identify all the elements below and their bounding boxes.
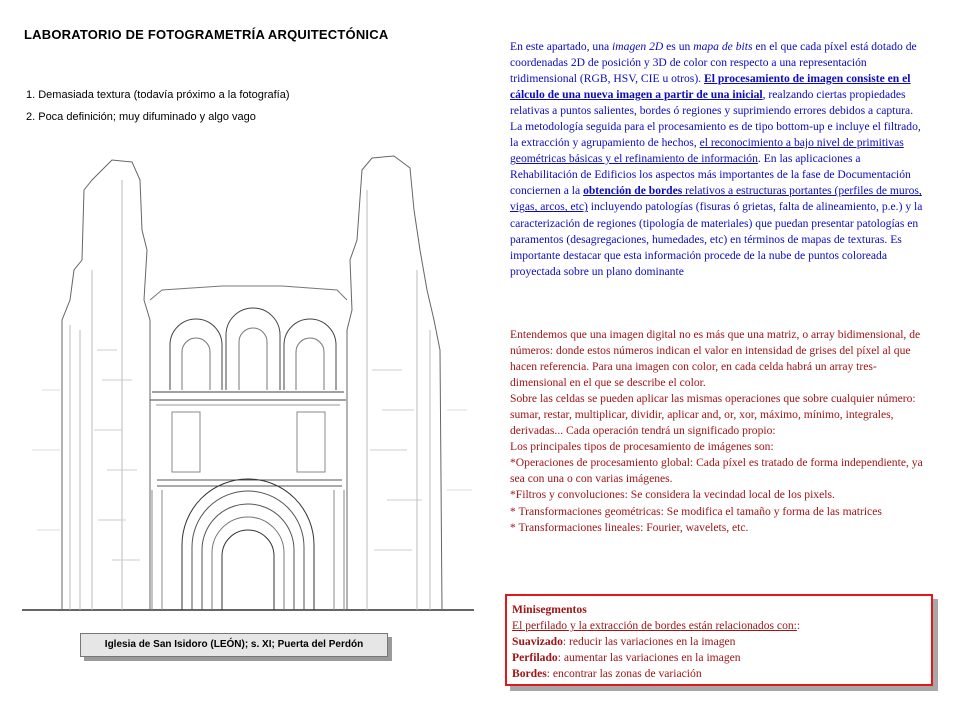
page-title: LABORATORIO DE FOTOGRAMETRÍA ARQUITECTÓNICA — [24, 27, 389, 42]
figure-caption: Iglesia de San Isidoro (LEÓN); s. XI; Puerta del Perdón — [80, 633, 388, 657]
definition-highlight: El procesamiento de imagen consiste en el cálculo de una nueva imagen a partir de una inicial — [510, 72, 911, 102]
box-intro: El perfilado y la extracción de bordes están relacionados con: — [512, 619, 797, 632]
digital-image-paragraph: Entendemos que una imagen digital no es más que una matriz, o array bidimensional, de números: donde estos números indican el valor en intensidad de grises del píxel al que hacen referencia. Para una imagen con color, en cada celda habrá un array tres-dimensional en el que se describe el color. Sobre las celdas se pueden aplicar las mismas operaciones que sobre cualquier número: sumar, restar, multiplicar, dividir, aplicar and, or, xor, máximo, mínimo, integrales, derivadas... Cada operación tendrá un significado propio: Los principales tipos de procesamiento de imágenes son: *Operaciones de procesamiento global: Cada píxel es tratado de forma independiente, ya sea con una o con varias imágenes. *Filtros y convoluciones: Se considera la vecindad local de los pixels. * Transformaciones geométricas: Se modifica el tamaño y forma de las matrices * Transformaciones lineales: Fourier, wavelets, etc. — [510, 328, 923, 534]
box-heading: Minisegmentos — [512, 603, 587, 616]
edge-extraction-highlight: obtención de bordes — [583, 184, 683, 198]
church-facade-drawing — [22, 150, 474, 612]
intro-paragraph: En este apartado, una imagen 2D es un mapa de bits en el que cada píxel está dotado de coordenadas 2D de posición y 3D de color con respecto a una representación tridimensional (RGB, HSV, CIE u otros). El procesamiento de imagen consiste en el cálculo de una nueva imagen a partir de una inicial, realzando ciertas propiedades relativas a puntos salientes, bordes ó regiones y suprimiendo errores debidos a captura. La metodología seguida para el procesamiento es de tipo bottom-up e incluye el filtrado, la extracción y agrupamiento de hechos, el reconocimiento a bajo nivel de primitivas geométricas básicas y el refinamiento de información. En las aplicaciones a Rehabilitación de Edificios los aspectos más importantes de la fase de Documentación conciernen a la obtención de bordes relativos a estructuras portantes (perfiles de muros, vigas, arcos, etc) incluyendo patologías (fisuras ó grietas, falta de alineamiento, p.e.) y la caracterización de regiones (tipología de materiales) que puedan presentar patologías en paramentos (desagregaciones, humedades, etc) en términos de mapas de texturas. Es importante destacar que esta información procede de la nube de puntos coloreada proyectada sobre un plano dominante — [510, 40, 923, 278]
note-texture: 1. Demasiada textura (todavía próximo a la fotografía) — [26, 89, 290, 101]
minisegmentos-box: Minisegmentos El perfilado y la extracción de bordes están relacionados con:: Suavizado: reducir las variaciones en la imagen Perfilado: aumentar las variaciones en la imagen Bordes: encontrar las zonas de variación — [505, 594, 933, 686]
note-definition: 2. Poca definición; muy difuminado y algo vago — [26, 111, 256, 123]
